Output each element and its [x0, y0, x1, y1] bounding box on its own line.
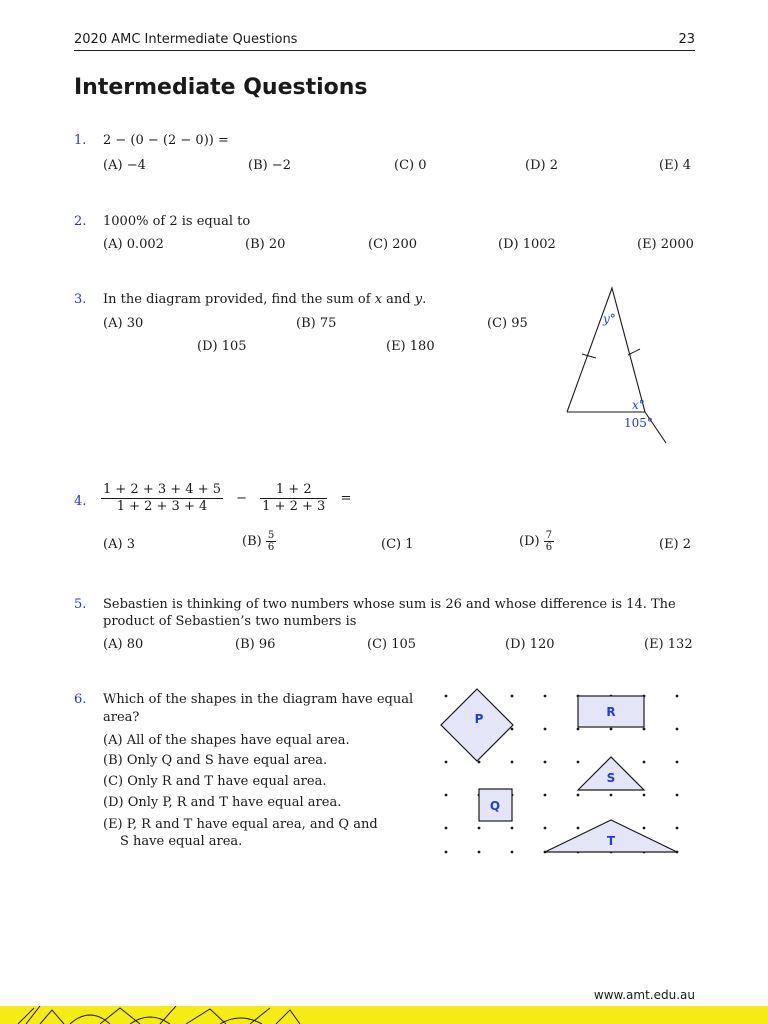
option-e: (E) 2 [659, 537, 692, 552]
option-a: (A) 0.002 [103, 237, 164, 252]
option-e: (E) 4 [659, 158, 692, 173]
option-d: (D) 120 [505, 637, 555, 652]
option-e: (E) 180 [386, 339, 435, 354]
option-e-continued: S have equal area. [120, 834, 243, 849]
equal-side-tick-left [582, 354, 596, 358]
footer-band [0, 1006, 768, 1024]
shape-label-s: S [606, 771, 616, 785]
grid-dot [610, 794, 613, 797]
footer-url: www.amt.edu.au [593, 988, 695, 1002]
grid-dot [676, 695, 679, 698]
grid-dot [676, 761, 679, 764]
angle-label-y: y° [603, 312, 616, 326]
option-e: (E) 132 [644, 637, 693, 652]
option-c: (C) 95 [487, 316, 528, 331]
grid-dot [511, 695, 514, 698]
running-head [74, 32, 695, 56]
question-number: 1. [74, 133, 87, 148]
triangle-outline [567, 288, 645, 412]
option-d: (D) 1002 [498, 237, 556, 252]
shapes-dot-grid-diagram [430, 684, 695, 864]
question-expression: $\frac{1 + 2 + 3 + 4 + 5}{1 + 2 + 3 + 4}$ − $\frac{1 + 2}{1 + 2 + 3}$ = [103, 482, 352, 514]
option-b: (B) 20 [245, 237, 286, 252]
question-text-line-1: Which of the shapes in the diagram have equal [103, 692, 414, 707]
question-number: 6. [74, 692, 87, 707]
shape-label-p: P [474, 712, 484, 726]
footer-decoration [0, 1006, 768, 1024]
grid-dot [610, 728, 613, 731]
option-b: (B) 75 [296, 316, 337, 331]
grid-dot [643, 827, 646, 830]
option-c: (C) 0 [394, 158, 427, 173]
option-e: (E) 2000 [637, 237, 694, 252]
grid-dot [544, 794, 547, 797]
option-d: (D) $\frac{7}{6}$ [519, 530, 553, 553]
grid-dot [544, 728, 547, 731]
grid-dot [511, 728, 514, 731]
option-c: (C) Only R and T have equal area. [103, 774, 327, 789]
grid-dot [676, 794, 679, 797]
grid-dot [511, 851, 514, 854]
page-number: 23 [678, 32, 695, 47]
grid-dot [511, 761, 514, 764]
header-title: 2020 AMC Intermediate Questions [74, 32, 298, 47]
option-d: (D) 105 [197, 339, 247, 354]
option-a: (A) 80 [103, 637, 144, 652]
question-number: 3. [74, 292, 87, 307]
angle-label-x: x° [632, 398, 645, 412]
shape-label-t: T [606, 834, 616, 848]
grid-dot [577, 761, 580, 764]
grid-dot [445, 761, 448, 764]
grid-dot [445, 827, 448, 830]
angle-label-exterior: 105° [624, 416, 653, 430]
option-c: (C) 200 [368, 237, 418, 252]
grid-dot [478, 827, 481, 830]
grid-dot [544, 827, 547, 830]
equal-side-tick-right [628, 349, 640, 355]
header-rule [74, 50, 695, 51]
fraction-2: $\frac{1 + 2}{1 + 2 + 3}$ [262, 482, 326, 514]
grid-dot [577, 794, 580, 797]
grid-dot [577, 827, 580, 830]
question-text: 2 − (0 − (2 − 0)) = [103, 133, 229, 148]
grid-dot [643, 794, 646, 797]
grid-dot [643, 761, 646, 764]
option-b: (B) 96 [235, 637, 276, 652]
option-d: (D) 2 [525, 158, 558, 173]
option-e: (E) P, R and T have equal area, and Q and [103, 817, 378, 832]
grid-dot [445, 851, 448, 854]
grid-dot [511, 827, 514, 830]
question-text: In the diagram provided, find the sum of x and y. [103, 292, 427, 307]
grid-dot [445, 695, 448, 698]
grid-dot [577, 728, 580, 731]
shape-label-q: Q [489, 799, 501, 813]
question-text-line-2: area? [103, 710, 140, 725]
option-b: (B) −2 [248, 158, 292, 173]
option-d: (D) Only P, R and T have equal area. [103, 795, 342, 810]
question-number: 2. [74, 214, 87, 229]
question-text: 1000% of 2 is equal to [103, 214, 251, 229]
grid-dot [478, 761, 481, 764]
grid-dot [544, 695, 547, 698]
grid-dot [676, 827, 679, 830]
option-b: (B) $\frac{5}{6}$ [242, 530, 275, 553]
option-a: (A) 30 [103, 316, 144, 331]
grid-dot [478, 851, 481, 854]
question-text-line-2: product of Sebastien’s two numbers is [103, 614, 357, 629]
option-a: (A) All of the shapes have equal area. [103, 733, 350, 748]
question-number: 4. [74, 494, 87, 509]
option-c: (C) 1 [381, 537, 414, 552]
option-a: (A) −4 [103, 158, 146, 173]
grid-dot [643, 728, 646, 731]
grid-dot [445, 794, 448, 797]
option-c: (C) 105 [367, 637, 417, 652]
grid-dot [544, 761, 547, 764]
option-b: (B) Only Q and S have equal area. [103, 753, 328, 768]
isosceles-triangle-diagram [540, 278, 690, 453]
shape-label-r: R [606, 705, 616, 719]
grid-dot [676, 728, 679, 731]
question-text-line-1: Sebastien is thinking of two numbers whose sum is 26 and whose difference is 14. The [103, 597, 676, 612]
option-a: (A) 3 [103, 537, 135, 552]
fraction-1: $\frac{1 + 2 + 3 + 4 + 5}{1 + 2 + 3 + 4}$ [103, 482, 221, 514]
section-title: Intermediate Questions [74, 75, 368, 100]
question-number: 5. [74, 597, 87, 612]
